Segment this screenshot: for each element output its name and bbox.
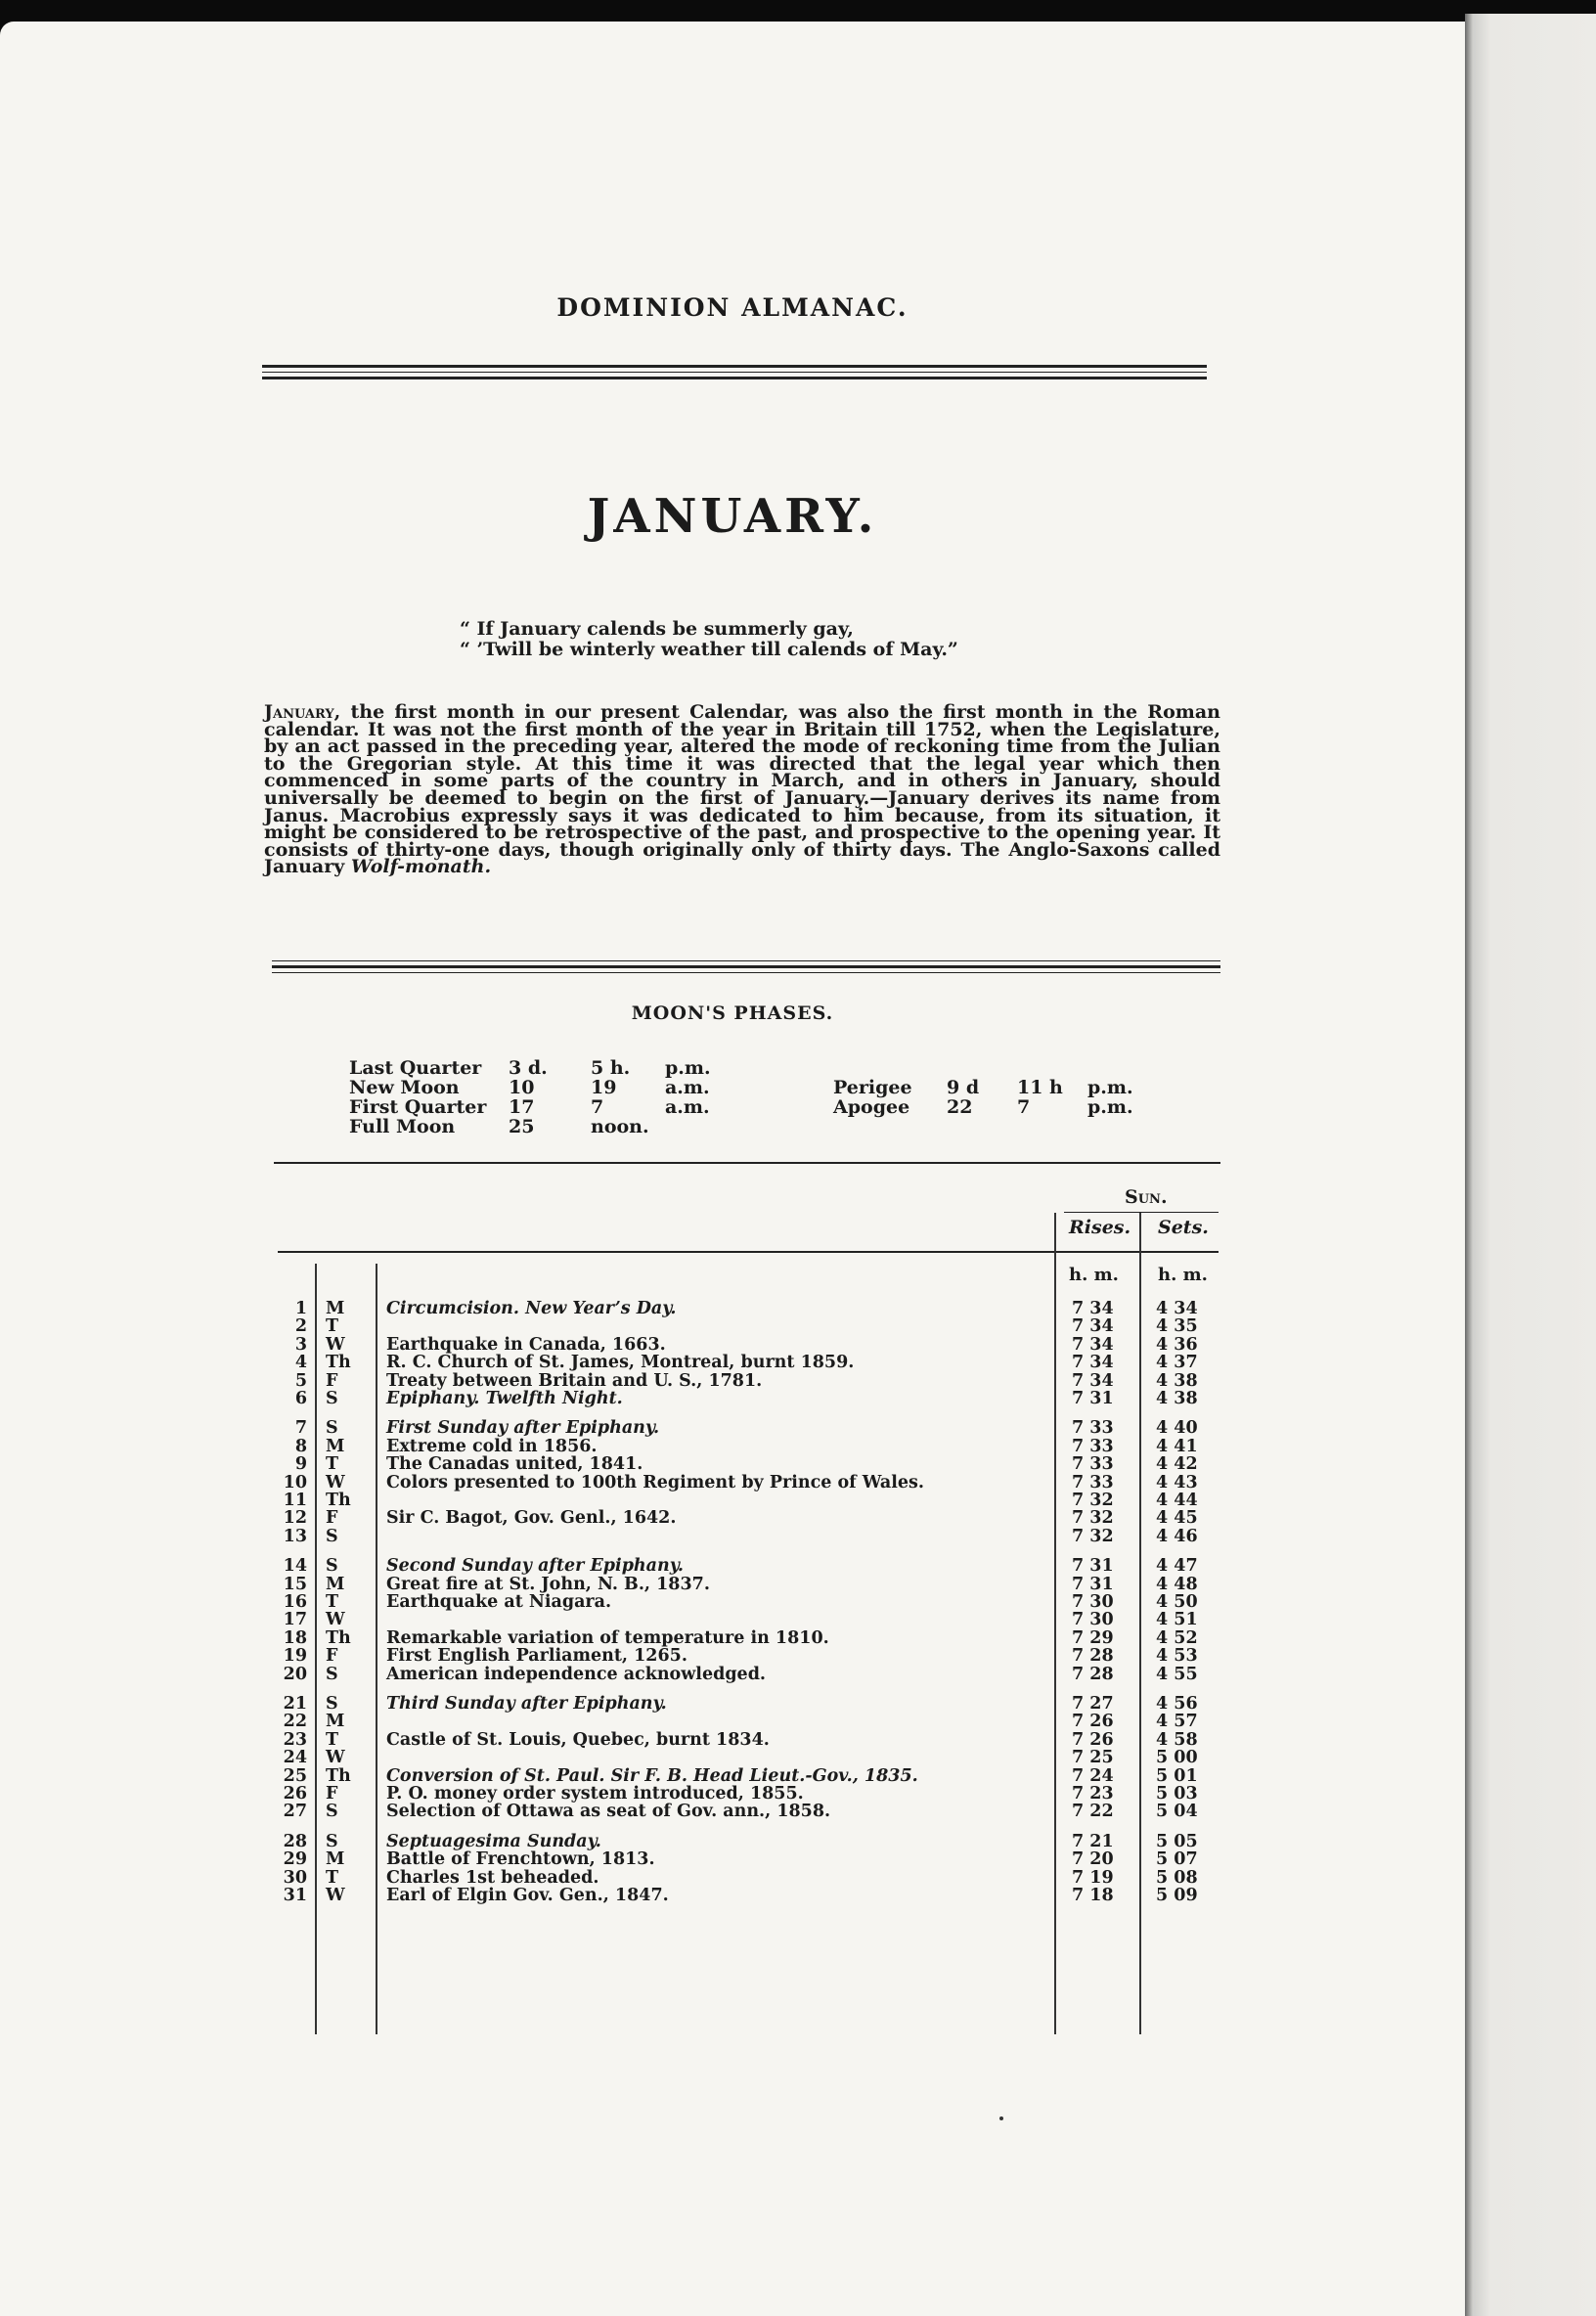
phase-ampm: a.m.	[665, 1096, 710, 1118]
sun-rises: 7 31	[1072, 1574, 1114, 1594]
sun-sets: 5 04	[1156, 1802, 1198, 1822]
event-text: Epiphany. Twelfth Night.	[386, 1389, 623, 1408]
day-number: 2	[294, 1316, 307, 1337]
table-row	[0, 1390, 1465, 1408]
day-number: 19	[283, 1646, 307, 1667]
weekday: T	[326, 1592, 339, 1612]
phase-hour: 19	[591, 1077, 617, 1098]
table-row	[0, 1528, 1465, 1546]
sun-sets: 4 56	[1156, 1694, 1198, 1714]
sun-rises: 7 33	[1072, 1454, 1114, 1475]
sun-rises: 7 28	[1072, 1646, 1114, 1667]
event-text: Battle of Frenchtown, 1813.	[386, 1849, 655, 1870]
table-row	[0, 1336, 1465, 1355]
sun-sets: 4 58	[1156, 1729, 1198, 1750]
event-text: Earl of Elgin Gov. Gen., 1847.	[386, 1886, 669, 1905]
phase-name: First Quarter	[349, 1096, 487, 1118]
sun-rises: 7 19	[1072, 1867, 1114, 1888]
day-number: 29	[283, 1849, 307, 1870]
weekday: S	[326, 1831, 338, 1851]
sun-rises: 7 32	[1072, 1526, 1114, 1546]
apsis-name: Perigee	[833, 1077, 912, 1098]
weekday: S	[326, 1389, 338, 1408]
sun-sets: 4 38	[1156, 1370, 1198, 1391]
apsis-day: 22	[947, 1096, 973, 1118]
table-row	[0, 1611, 1465, 1629]
table-row	[0, 1419, 1465, 1438]
event-text: Castle of St. Louis, Quebec, burnt 1834.	[386, 1729, 770, 1750]
table-row	[0, 1785, 1465, 1804]
table-row	[0, 1647, 1465, 1666]
weekday: F	[326, 1370, 338, 1391]
table-row	[0, 1557, 1465, 1576]
sun-rises: 7 30	[1072, 1592, 1114, 1612]
day-number: 12	[283, 1508, 307, 1529]
sun-sets: 4 46	[1156, 1526, 1198, 1546]
event-text: Extreme cold in 1856.	[386, 1436, 598, 1456]
intro-lead: January,	[264, 701, 341, 723]
sun-rises: 7 33	[1072, 1418, 1114, 1439]
phase-hour: noon.	[591, 1116, 649, 1137]
sun-sets: 4 57	[1156, 1712, 1198, 1732]
book-gutter	[1465, 14, 1596, 2316]
sun-rises: 7 26	[1072, 1729, 1114, 1750]
table-row	[0, 1474, 1465, 1492]
sun-sets: 5 07	[1156, 1849, 1198, 1870]
sun-rises: 7 28	[1072, 1664, 1114, 1684]
event-text: Treaty between Britain and U. S., 1781.	[386, 1370, 763, 1391]
sun-sets: 4 53	[1156, 1646, 1198, 1667]
phase-name: New Moon	[349, 1077, 460, 1098]
sun-rises: 7 30	[1072, 1610, 1114, 1630]
sun-rises: 7 26	[1072, 1712, 1114, 1732]
sun-rises: 7 34	[1072, 1370, 1114, 1391]
sun-sets: 5 00	[1156, 1748, 1198, 1768]
day-number: 25	[283, 1765, 307, 1786]
sun-sets: 5 05	[1156, 1831, 1198, 1851]
table-row	[0, 1887, 1465, 1905]
apsis-hour: 7	[1017, 1096, 1031, 1118]
rises-heading: Rises.	[1069, 1217, 1131, 1238]
sun-sets: 4 35	[1156, 1316, 1198, 1337]
table-row	[0, 1438, 1465, 1456]
weekday: W	[326, 1472, 345, 1492]
day-number: 17	[283, 1610, 307, 1630]
day-number: 18	[283, 1627, 307, 1648]
table-row	[0, 1803, 1465, 1821]
event-text: Third Sunday after Epiphany.	[386, 1694, 667, 1714]
phase-ampm: p.m.	[665, 1057, 711, 1079]
event-text: Conversion of St. Paul. Sir F. B. Head Lieut.-Gov., 1835.	[386, 1765, 918, 1786]
sun-rises: 7 20	[1072, 1849, 1114, 1870]
event-text: Charles 1st beheaded.	[386, 1867, 599, 1888]
day-number: 10	[283, 1472, 307, 1492]
verse-line-2: “ ’Twill be winterly weather till calends of May.”	[460, 639, 958, 660]
table-row	[0, 1629, 1465, 1648]
day-number: 20	[283, 1664, 307, 1684]
day-number: 26	[283, 1784, 307, 1804]
sun-rises: 7 32	[1072, 1508, 1114, 1529]
sun-sets: 4 41	[1156, 1436, 1198, 1456]
event-text: P. O. money order system introduced, 1855.	[386, 1784, 804, 1804]
sets-unit: h. m.	[1158, 1265, 1208, 1285]
day-number: 24	[283, 1748, 307, 1768]
day-number: 11	[283, 1491, 307, 1510]
phase-day: 25	[509, 1116, 535, 1137]
event-text: Circumcision. New Year’s Day.	[386, 1299, 677, 1318]
weekday: M	[326, 1849, 345, 1870]
sun-rises: 7 25	[1072, 1748, 1114, 1768]
verse	[460, 619, 958, 660]
table-row	[0, 1767, 1465, 1786]
sun-sets: 4 50	[1156, 1592, 1198, 1612]
event-text: First English Parliament, 1265.	[386, 1646, 687, 1667]
apsis-day: 9 d	[947, 1077, 980, 1098]
phases-rule-bottom	[272, 972, 1220, 973]
sun-sets: 4 52	[1156, 1627, 1198, 1648]
table-row	[0, 1713, 1465, 1731]
sun-sets: 4 34	[1156, 1299, 1198, 1318]
event-text: Sir C. Bagot, Gov. Genl., 1642.	[386, 1508, 677, 1529]
weekday: M	[326, 1574, 345, 1594]
weekday: S	[326, 1802, 338, 1822]
apsis-ampm: p.m.	[1087, 1077, 1133, 1098]
event-text: Remarkable variation of temperature in 1810.	[386, 1627, 829, 1648]
event-text: First Sunday after Epiphany.	[386, 1418, 660, 1439]
table-row	[0, 1833, 1465, 1851]
sun-rises: 7 27	[1072, 1694, 1114, 1714]
rises-unit: h. m.	[1069, 1265, 1119, 1285]
sun-rises: 7 22	[1072, 1802, 1114, 1822]
weekday: W	[326, 1334, 345, 1355]
weekday: Th	[326, 1765, 351, 1786]
table-row	[0, 1492, 1465, 1510]
table-row	[0, 1869, 1465, 1888]
sun-rises: 7 23	[1072, 1784, 1114, 1804]
intro-text: the first month in our present Calendar, was also the first month in the Roman calendar. It was not the first month of the year in Britain till 1752, when the Legislature, by an act passed in the preceding year, altered the mode of reckoning time from the Julian to the Gregorian style. At this time it was directed that the legal year which then commenced in some parts of the country in March, and in others in January, should universally be deemed to begin on the first of January.—January derives its name from Janus. Macrobius expressly says it was dedicated to him because, from its situation, it might be considered to be retrospective of the past, and prospective to the opening year. It consists of thirty-one days, though originally only of thirty days. The Anglo-Saxons called January	[264, 701, 1220, 878]
phase-ampm: a.m.	[665, 1077, 710, 1098]
sun-sets: 5 08	[1156, 1867, 1198, 1888]
sets-heading: Sets.	[1158, 1217, 1209, 1238]
phase-name: Full Moon	[349, 1116, 456, 1137]
table-header-rule	[278, 1251, 1219, 1253]
sun-rises: 7 31	[1072, 1389, 1114, 1408]
running-head: DOMINION ALMANAC.	[556, 293, 909, 322]
month-title: JANUARY.	[587, 489, 878, 544]
sun-sets: 4 45	[1156, 1508, 1198, 1529]
sun-sets: 4 44	[1156, 1491, 1198, 1510]
sun-rises: 7 34	[1072, 1334, 1114, 1355]
weekday: T	[326, 1316, 339, 1337]
day-number: 21	[283, 1694, 307, 1714]
weekday: T	[326, 1454, 339, 1475]
sun-rises: 7 34	[1072, 1299, 1114, 1318]
sun-sets: 4 43	[1156, 1472, 1198, 1492]
table-row	[0, 1372, 1465, 1391]
table-row	[0, 1731, 1465, 1750]
sun-rises: 7 32	[1072, 1491, 1114, 1510]
event-text: The Canadas united, 1841.	[386, 1454, 643, 1475]
weekday: S	[326, 1664, 338, 1684]
sun-sets: 5 01	[1156, 1765, 1198, 1786]
phase-hour: 7	[591, 1096, 604, 1118]
apsis-ampm: p.m.	[1087, 1096, 1133, 1118]
sun-sets: 4 48	[1156, 1574, 1198, 1594]
top-rule-lower	[262, 377, 1207, 379]
sun-sets: 4 51	[1156, 1610, 1198, 1630]
table-top-rule	[274, 1162, 1220, 1164]
sun-rises: 7 21	[1072, 1831, 1114, 1851]
day-number: 3	[294, 1334, 307, 1355]
sun-rises: 7 33	[1072, 1436, 1114, 1456]
day-number: 15	[283, 1574, 307, 1594]
top-rule	[262, 365, 1207, 368]
event-text: Selection of Ottawa as seat of Gov. ann., 1858.	[386, 1802, 831, 1822]
day-number: 23	[283, 1729, 307, 1750]
sun-sets: 4 38	[1156, 1389, 1198, 1408]
day-number: 4	[294, 1353, 307, 1373]
sun-rises: 7 33	[1072, 1472, 1114, 1492]
sun-rises: 7 34	[1072, 1353, 1114, 1373]
phase-name: Last Quarter	[349, 1057, 482, 1079]
table-row	[0, 1695, 1465, 1714]
event-text: Septuagesima Sunday.	[386, 1831, 601, 1851]
weekday: M	[326, 1299, 345, 1318]
table-row	[0, 1354, 1465, 1372]
sun-heading: Sun.	[1125, 1186, 1168, 1208]
weekday: Th	[326, 1491, 351, 1510]
event-text: R. C. Church of St. James, Montreal, burnt 1859.	[386, 1353, 855, 1373]
verse-line-1: “ If January calends be summerly gay,	[460, 618, 854, 640]
weekday: T	[326, 1867, 339, 1888]
weekday: Th	[326, 1627, 351, 1648]
sun-sets: 4 42	[1156, 1454, 1198, 1475]
event-text: Great fire at St. John, N. B., 1837.	[386, 1574, 710, 1594]
event-text: Earthquake in Canada, 1663.	[386, 1334, 666, 1355]
sun-sets: 5 09	[1156, 1886, 1198, 1905]
day-number: 27	[283, 1802, 307, 1822]
event-text: Earthquake at Niagara.	[386, 1592, 612, 1612]
sun-rises: 7 31	[1072, 1556, 1114, 1577]
phases-rule-top	[272, 960, 1220, 961]
event-text: American independence acknowledged.	[386, 1664, 767, 1684]
sun-sets: 4 40	[1156, 1418, 1198, 1439]
weekday: M	[326, 1712, 345, 1732]
weekday: W	[326, 1886, 345, 1905]
table-row	[0, 1317, 1465, 1336]
top-rule-thin	[262, 372, 1207, 373]
day-number: 31	[283, 1886, 307, 1905]
weekday: F	[326, 1784, 338, 1804]
day-number: 16	[283, 1592, 307, 1612]
table-row	[0, 1593, 1465, 1612]
sun-rises: 7 18	[1072, 1886, 1114, 1905]
sun-rises: 7 29	[1072, 1627, 1114, 1648]
event-text: Colors presented to 100th Regiment by Prince of Wales.	[386, 1472, 924, 1492]
day-number: 7	[294, 1418, 307, 1439]
apsis-name: Apogee	[833, 1096, 910, 1118]
weekday: Th	[326, 1353, 351, 1373]
sun-underline	[1064, 1212, 1219, 1213]
day-number: 14	[283, 1556, 307, 1577]
weekday: M	[326, 1436, 345, 1456]
table-row	[0, 1455, 1465, 1474]
day-number: 6	[294, 1389, 307, 1408]
phase-day: 10	[509, 1077, 535, 1098]
sun-sets: 4 37	[1156, 1353, 1198, 1373]
event-text: Second Sunday after Epiphany.	[386, 1556, 684, 1577]
weekday: T	[326, 1729, 339, 1750]
day-number: 1	[294, 1299, 307, 1318]
weekday: W	[326, 1610, 345, 1630]
weekday: S	[326, 1556, 338, 1577]
apsis-hour: 11 h	[1017, 1077, 1063, 1098]
day-number: 22	[283, 1712, 307, 1732]
table-row	[0, 1509, 1465, 1528]
sun-sets: 4 47	[1156, 1556, 1198, 1577]
day-number: 13	[283, 1526, 307, 1546]
ink-speck	[999, 2116, 1003, 2120]
day-number: 5	[294, 1370, 307, 1391]
sun-rises: 7 34	[1072, 1316, 1114, 1337]
weekday: W	[326, 1748, 345, 1768]
weekday: F	[326, 1646, 338, 1667]
table-row	[0, 1300, 1465, 1318]
weekday: S	[326, 1694, 338, 1714]
weekday: S	[326, 1418, 338, 1439]
sun-sets: 4 36	[1156, 1334, 1198, 1355]
day-number: 8	[294, 1436, 307, 1456]
table-row	[0, 1666, 1465, 1684]
phases-rule-thick	[272, 965, 1220, 968]
weekday: F	[326, 1508, 338, 1529]
intro-paragraph	[264, 701, 1220, 878]
sun-rises: 7 24	[1072, 1765, 1114, 1786]
phase-day: 17	[509, 1096, 535, 1118]
phase-day: 3 d.	[509, 1057, 548, 1079]
day-number: 30	[283, 1867, 307, 1888]
sun-sets: 5 03	[1156, 1784, 1198, 1804]
day-number: 28	[283, 1831, 307, 1851]
table-row	[0, 1576, 1465, 1594]
table-row	[0, 1749, 1465, 1767]
moons-phases-heading: MOON'S PHASES.	[631, 1002, 834, 1024]
intro-italic-end: Wolf-monath.	[350, 856, 492, 878]
table-row	[0, 1850, 1465, 1869]
sun-sets: 4 55	[1156, 1664, 1198, 1684]
day-number: 9	[294, 1454, 307, 1475]
phase-hour: 5 h.	[591, 1057, 631, 1079]
weekday: S	[326, 1526, 338, 1546]
